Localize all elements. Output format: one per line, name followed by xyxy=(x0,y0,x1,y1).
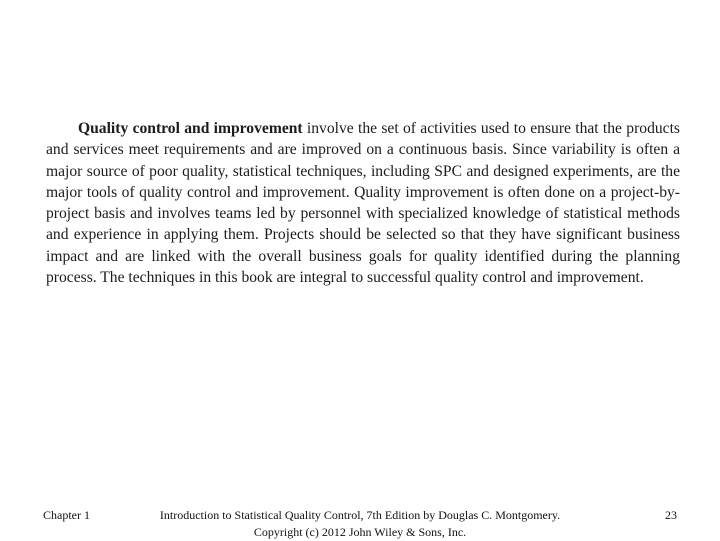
footer-chapter: Chapter 1 xyxy=(43,508,90,522)
footer-citation xyxy=(140,507,580,541)
footer-book-line: Introduction to Statistical Quality Control, 7th Edition by Douglas C. Montgomery. xyxy=(159,508,561,522)
footer-copyright-line: Copyright (c) 2012 John Wiley & Sons, Inc. xyxy=(253,525,467,539)
textbook-excerpt xyxy=(46,118,680,288)
slide-footer xyxy=(0,506,720,540)
excerpt-lead-term: Quality control and improvement xyxy=(78,120,303,137)
excerpt-body: involve the set of activities used to ensure that the products and services meet requirements and are improved on a continuous basis. Since variability is often a major source of poor quality, statistical techniques, including SPC and designed experiments, are the major tools of quality control and improvement. Quality improvement is often done on a project-by-project basis and involves teams led by personnel with specialized knowledge of statistical methods and experience in applying them. Projects should be selected so that they have significant business impact and are linked with the overall business goals for quality identified during the planning process. The techniques in this book are integral to successful quality control and improvement. xyxy=(46,120,680,287)
footer-page-number: 23 xyxy=(665,508,677,522)
